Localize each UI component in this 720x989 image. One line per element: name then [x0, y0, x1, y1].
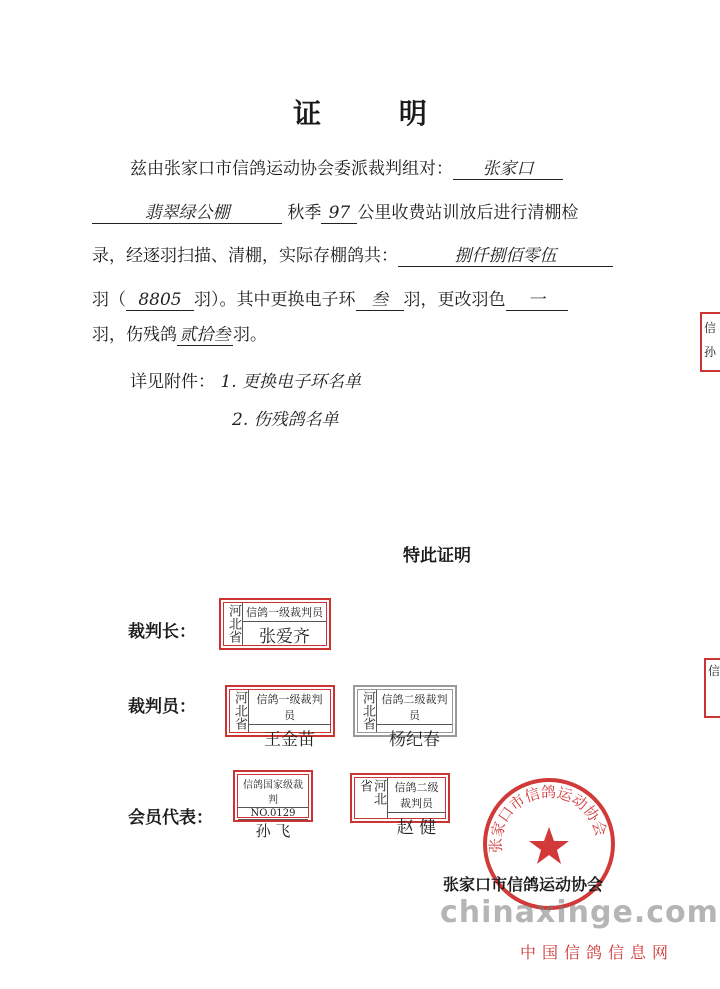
stamp-title: 信鸽一级裁判员 [249, 690, 330, 725]
referee-label: 裁判员： [128, 697, 196, 717]
para5-b: 羽。 [233, 325, 267, 345]
para2-season: 秋季 [287, 203, 322, 223]
handwritten-attachment-2: 2. 伤残鸽名单 [232, 410, 339, 430]
stamp-name: 张爱齐 [259, 627, 310, 647]
attachments-line-1 [130, 367, 361, 392]
para3-prefix: 录，经逐羽扫描、清棚，实际存棚鸽共： [92, 246, 398, 266]
para4-b: 羽）。其中更换电子环 [194, 290, 356, 310]
stamp-number: NO.0129 [238, 808, 308, 820]
stamp-province: 河北省 [355, 778, 388, 818]
attachments-label: 详见附件： [130, 372, 215, 392]
stamp-name: 赵 健 [396, 818, 437, 838]
seal-star-icon [529, 827, 569, 864]
handwritten-venue: 翡翠绿公棚 [92, 198, 282, 224]
paragraph-line-5 [92, 320, 267, 346]
organization-name: 张家口市信鸽运动协会 [443, 875, 604, 894]
watermark-site-name: 中国信鸽信息网 [520, 943, 675, 962]
handwritten-attachment-1: 1. 更换电子环名单 [220, 372, 362, 392]
stamp-name: 杨纪春 [389, 730, 440, 750]
para4-c: 羽，更改羽色 [403, 290, 506, 310]
handwritten-count-num: 8805 [126, 290, 194, 311]
chief-referee-label: 裁判长： [128, 622, 196, 642]
para1-prefix: 兹由张家口市信鸽运动协会委派裁判组对： [130, 159, 453, 179]
member-stamp-1 [233, 770, 313, 840]
para5-a: 羽，伤残鸽 [92, 325, 177, 345]
chief-referee-stamp [219, 598, 331, 650]
handwritten-org: 张家口 [453, 154, 563, 180]
paragraph-line-2 [92, 198, 578, 224]
stamp-province: 河北省 [360, 691, 375, 730]
stamp-title: 信鸽一级裁判员 [243, 603, 326, 622]
member-stamp-2 [350, 773, 450, 838]
seal-text: 张家口市信鸽运动协会 [486, 783, 611, 854]
handwritten-km: 97 [321, 203, 357, 224]
document-title: 证 明 [293, 97, 461, 130]
special-certify: 特此证明 [403, 546, 471, 566]
stamp-title: 信鸽二级裁判员 [388, 778, 445, 813]
paragraph-line-1 [130, 154, 563, 180]
para4-a: 羽（ [92, 290, 126, 310]
edge-stamp-fragment-2: 信 [704, 658, 720, 718]
stamp-province: 河北省 [232, 691, 247, 730]
referee-stamp-1 [225, 685, 335, 750]
paragraph-line-3 [92, 241, 613, 267]
handwritten-color: 一 [506, 285, 568, 311]
stamp-title: 信鸽二级裁判员 [377, 690, 452, 725]
paragraph-line-4 [92, 285, 568, 311]
edge-stamp-fragment-1: 信孙 [700, 312, 720, 372]
watermark-url: chinaxinge.com [440, 895, 719, 930]
stamp-name: 王金苗 [264, 730, 315, 750]
stamp-province: 河北省 [226, 604, 241, 643]
handwritten-replace: 叁 [356, 285, 404, 311]
para2-suffix: 公里收费站训放后进行清棚检 [357, 203, 579, 223]
referee-stamp-2 [353, 685, 457, 750]
stamp-title: 信鸽国家级裁判 [238, 775, 308, 808]
handwritten-injured: 贰拾叁 [177, 320, 233, 346]
stamp-name: 孙 飞 [255, 822, 291, 840]
handwritten-count-text: 捌仟捌佰零伍 [398, 241, 613, 267]
member-representative-label: 会员代表： [128, 808, 213, 828]
